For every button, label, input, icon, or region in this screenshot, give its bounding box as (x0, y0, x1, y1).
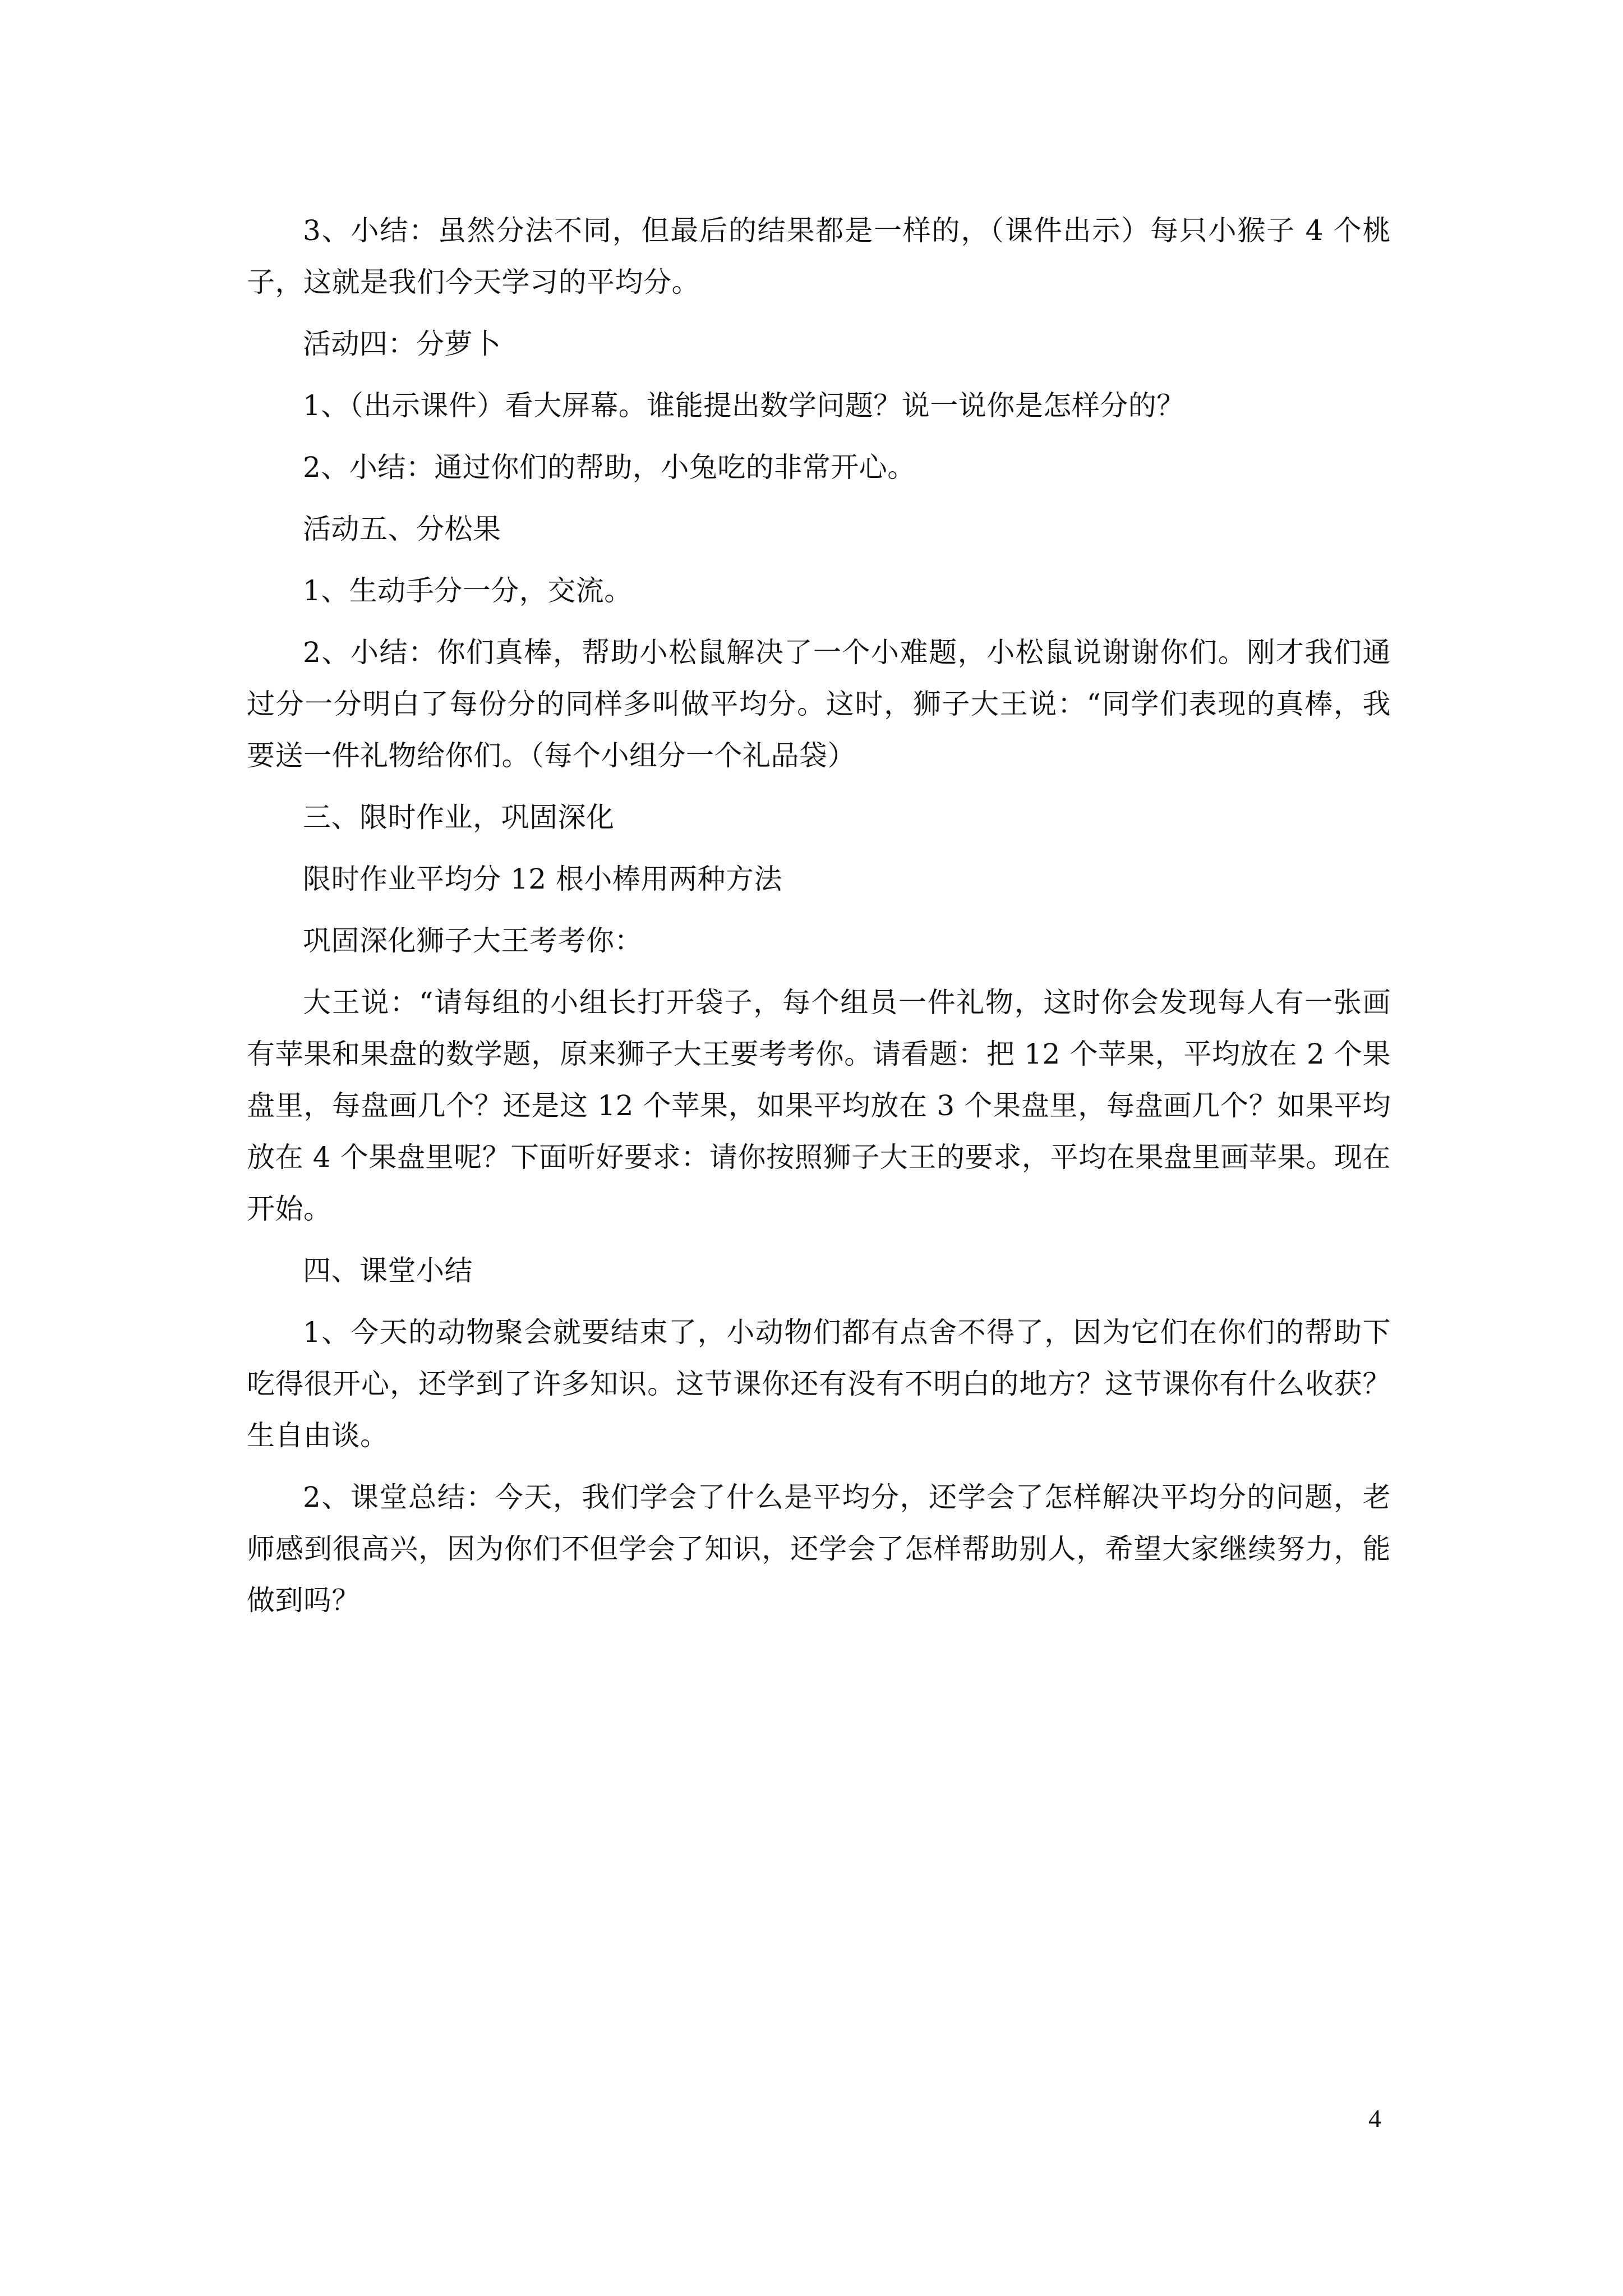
heading-activity-4: 活动四：分萝卜 (303, 328, 501, 360)
paragraph-activity-5-item-1: 1、生动手分一分，交流。 (303, 574, 633, 607)
paragraph-king-says: 大王说：“请每组的小组长打开袋子，每个组员一件礼物，这时你会发现每人有一张画有苹果和果盘的数学题，原来狮子大王要考考你。请看题：把 12 个苹果，平均放在 2 个果盘里，每盘画几个？还是这 12 个苹果，如果平均放在 3 个果盘里，每盘画几个？如果平均放在 4 个果盘里呢？下面听好要求：请你按照狮子大王的要求，平均在果盘里画苹果。现在开始。 (247, 986, 1391, 1225)
paragraph-consolidation: 巩固深化狮子大王考考你： (303, 924, 643, 957)
page-number: 4 (1368, 2104, 1381, 2133)
heading-activity-5: 活动五、分松果 (303, 513, 501, 545)
paragraph-summary-item-1: 1、今天的动物聚会就要结束了，小动物们都有点舍不得了，因为它们在你们的帮助下吃得很开心，还学到了许多知识。这节课你还有没有不明白的地方？这节课你有什么收获？生自由谈。 (247, 1316, 1391, 1452)
paragraph-activity-5-item-2: 2、小结：你们真棒，帮助小松鼠解决了一个小难题，小松鼠说谢谢你们。刚才我们通过分一分明白了每份分的同样多叫做平均分。这时，狮子大王说：“同学们表现的真棒，我要送一件礼物给你们。（每个小组分一个礼品袋） (247, 636, 1391, 772)
paragraph-activity-4-item-2: 2、小结：通过你们的帮助，小兔吃的非常开心。 (303, 451, 916, 484)
paragraph-timed-homework: 限时作业平均分 12 根小棒用两种方法 (303, 863, 782, 895)
paragraph-summary-item-2: 2、课堂总结：今天，我们学会了什么是平均分，还学会了怎样解决平均分的问题，老师感到很高兴，因为你们不但学会了知识，还学会了怎样帮助别人，希望大家继续努力，能做到吗？ (247, 1481, 1391, 1617)
heading-section-4: 四、课堂小结 (303, 1254, 473, 1287)
paragraph-activity-4-item-1: 1、（出示课件）看大屏幕。谁能提出数学问题？说一说你是怎样分的？ (303, 389, 1185, 422)
document-body (247, 205, 1391, 1636)
heading-section-3: 三、限时作业，巩固深化 (303, 801, 615, 834)
paragraph-summary-3: 3、小结：虽然分法不同，但最后的结果都是一样的，（课件出示）每只小猴子 4 个桃子，这就是我们今天学习的平均分。 (247, 214, 1391, 298)
